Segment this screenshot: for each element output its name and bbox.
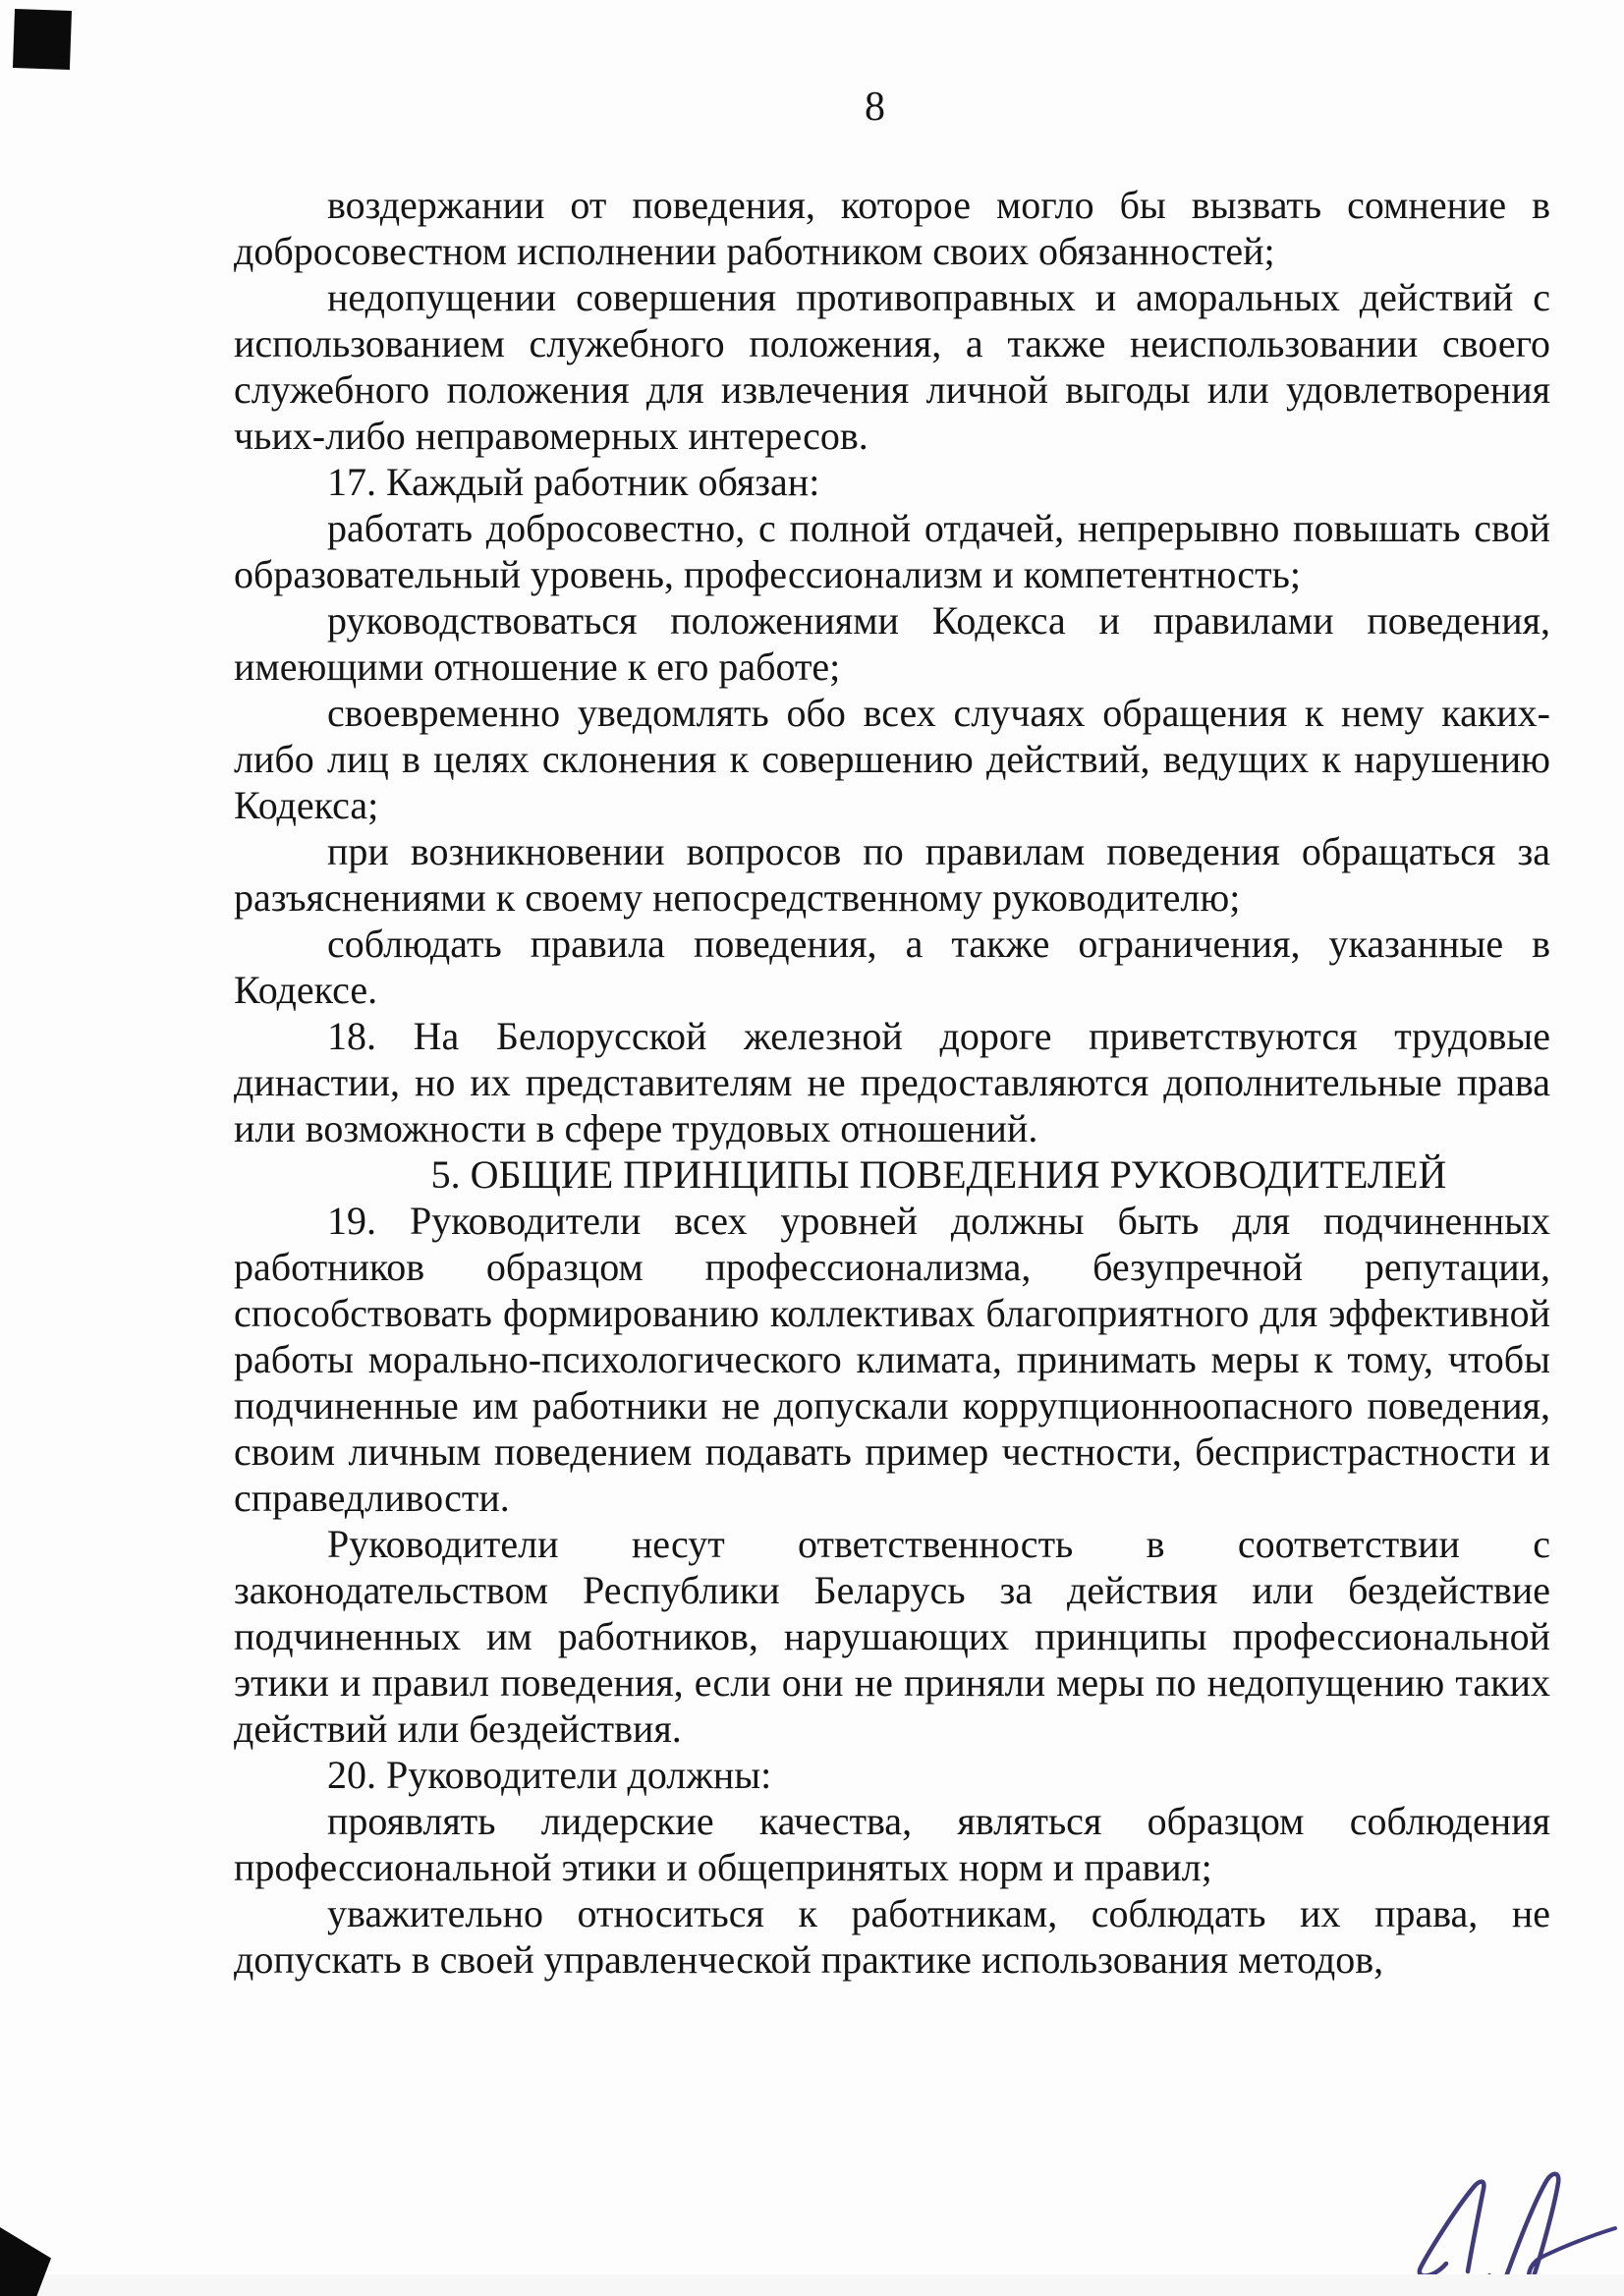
signature-stroke (1420, 2182, 1484, 2276)
paragraph: 17. Каждый работник обязан: (327, 460, 820, 504)
paragraph: воздержании от поведения, которое могло бы вызвать сомнение в добросовестном исполнении работником своих обязанностей; (234, 183, 1550, 273)
signature-stroke (1505, 2174, 1558, 2285)
paragraph: работать добросовестно, с полной отдачей, непрерывно повышать свой образовательный уровень, профессионализм и компетентность; (234, 506, 1550, 596)
paragraph: 20. Руководители должны: (327, 1753, 772, 1797)
paragraph: соблюдать правила поведения, а также ограничения, указанные в Кодексе. (234, 922, 1550, 1012)
scan-edge-shadow (0, 2274, 1624, 2296)
paragraph: Руководители несут ответственность в соответствии с законодательством Республики Беларусь за действия или бездействие подчиненных им работников, нарушающих принципы профессиональной этики и правил поведения, если они не приняли меры по недопущению таких действий или бездействия. (234, 1522, 1550, 1751)
signature-stroke (1540, 2228, 1615, 2258)
paragraph: руководствоваться положениями Кодекса и правилами поведения, имеющими отношение к его работе; (234, 598, 1550, 689)
page-number: 8 (865, 84, 885, 130)
scan-artifact-top-left (13, 9, 72, 70)
paragraph: уважительно относиться к работникам, соблюдать их права, не допускать в своей управленческой практике использования методов, (234, 1891, 1550, 1982)
paragraph: 18. На Белорусской железной дороге приветствуются трудовые династии, но их представителям не предоставляются дополнительные права или возможности в сфере трудовых отношений. (234, 1014, 1550, 1150)
section-heading: 5. ОБЩИЕ ПРИНЦИПЫ ПОВЕДЕНИЯ РУКОВОДИТЕЛЕЙ (430, 1152, 1447, 1197)
paragraph: при возникновении вопросов по правилам поведения обращаться за разъяснениями к своему непосредственному руководителю; (234, 829, 1550, 920)
paragraph: 19. Руководители всех уровней должны быть для подчиненных работников образцом профессионализма, безупречной репутации, способствовать формированию коллективах благоприятного для эффективной работы морально-психологического климата, принимать меры к тому, чтобы подчиненные им работники не допускали коррупционноопасного поведения, своим личным поведением подавать пример честности, беспристрастности и справедливости. (234, 1199, 1550, 1520)
paragraph: проявлять лидерские качества, являться образцом соблюдения профессиональной этики и общепринятых норм и правил; (234, 1799, 1550, 1889)
handwritten-signature (1403, 2150, 1624, 2289)
document-text-block (234, 182, 1550, 1983)
paragraph: своевременно уведомлять обо всех случаях обращения к нему каких-либо лиц в целях склонения к совершению действий, ведущих к нарушению Кодекса; (234, 691, 1550, 827)
paragraph: недопущении совершения противоправных и аморальных действий с использованием служебного положения, а также неиспользовании своего служебного положения для извлечения личной выгоды или удовлетворения чьих-либо неправомерных интересов. (234, 275, 1550, 458)
